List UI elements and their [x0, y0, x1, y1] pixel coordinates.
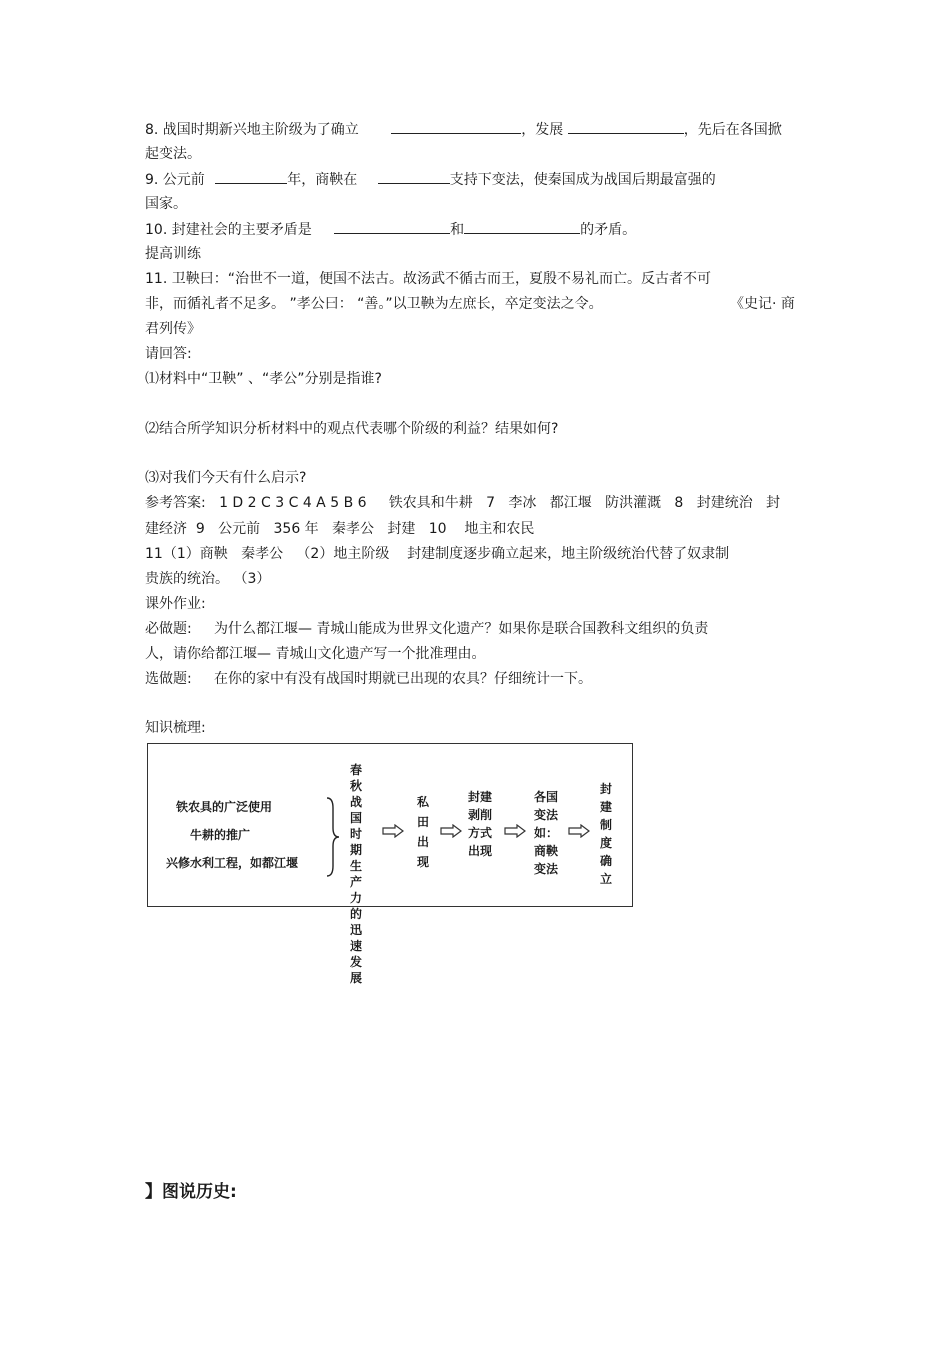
answer-blank	[378, 169, 450, 184]
diagram-box-private-land: 私田出现	[416, 795, 429, 869]
diagram-box-feudal-exploitation: 封建 剥削 方式 出现	[468, 790, 493, 858]
arrow-right-icon	[504, 824, 526, 838]
answers-line1: 参考答案: 1 D 2 C 3 C 4 A 5 B 6 铁农具和牛耕 7 李冰 都江堰 防洪灌溉 8 封建统治 封	[145, 495, 781, 511]
arrow-right-icon	[382, 824, 404, 838]
answers-line4: 贵族的统治。 （3）	[145, 571, 271, 587]
diagram-box-reforms: 各国 变法 如： 商鞅 变法	[534, 790, 559, 876]
answer-blank	[391, 119, 521, 134]
question-11-sub1: ⑴材料中“卫鞅” 、“孝公”分别是指谁?	[145, 371, 382, 387]
question-11-prompt: 请回答:	[145, 346, 192, 362]
question-11-sub2: ⑵结合所学知识分析材料中的观点代表哪个阶级的利益？结果如何?	[145, 421, 559, 437]
answer-blank	[334, 219, 450, 234]
question-11-line3: 君列传》	[145, 321, 201, 337]
question-9-line2: 国家。	[145, 196, 187, 212]
brace-icon	[323, 796, 341, 878]
diagram-box-productivity: 春秋战国时期生产力的迅速发展	[349, 763, 362, 985]
question-9-line1: 9. 公元前 年，商鞅在 支持下变法，使秦国成为战国后期最富强的	[145, 169, 716, 190]
diagram-cause-ox-plough: 牛耕的推广	[190, 828, 251, 842]
knowledge-diagram	[147, 743, 633, 985]
answer-blank	[464, 219, 580, 234]
arrow-right-icon	[440, 824, 462, 838]
homework-title: 课外作业:	[145, 596, 206, 612]
answer-blank	[568, 119, 684, 134]
answers-line2: 建经济 9 公元前 356 年 秦孝公 封建 10 地主和农民	[145, 521, 535, 537]
question-11-line1: 11. 卫鞅曰：“治世不一道，便国不法古。故汤武不循古而王，夏殷不易礼而亡。反古者不可	[145, 271, 711, 287]
diagram-box-feudal-system: 封建制度确立	[599, 782, 612, 886]
section-heading: 提高训练	[145, 246, 201, 262]
arrow-right-icon	[568, 824, 590, 838]
knowledge-title: 知识梳理:	[145, 720, 206, 736]
question-11-sub3: ⑶对我们今天有什么启示?	[145, 470, 307, 486]
answer-blank	[215, 169, 287, 184]
homework-required-line2: 人，请你给都江堰— 青城山文化遗产写一个批准理由。	[145, 646, 486, 662]
homework-required-line1: 必做题: 为什么都江堰— 青城山能成为世界文化遗产？如果你是联合国教科文组织的负责	[145, 621, 709, 637]
question-8-line2: 起变法。	[145, 146, 201, 162]
diagram-cause-iron-tools: 铁农具的广泛使用	[176, 800, 273, 814]
question-10: 10. 封建社会的主要矛盾是 和 的矛盾。	[145, 219, 636, 240]
homework-optional: 选做题: 在你的家中有没有战国时期就已出现的农具？仔细统计一下。	[145, 671, 592, 687]
diagram-cause-irrigation: 兴修水利工程，如都江堰	[166, 856, 299, 870]
question-8-line1: 8. 战国时期新兴地主阶级为了确立 ，发展 ，先后在各国掀	[145, 119, 782, 140]
answers-line3: 11（1）商鞅 秦孝公 （2）地主阶级 封建制度逐步确立起来，地主阶级统治代替了奴隶制	[145, 546, 730, 562]
section-picture-history: 】图说历史:	[145, 1182, 237, 1202]
question-11-line2: 非，而循礼者不足多。 ”孝公曰： “善。”以卫鞅为左庶长，卒定变法之令。 《史记· 商	[145, 296, 795, 312]
